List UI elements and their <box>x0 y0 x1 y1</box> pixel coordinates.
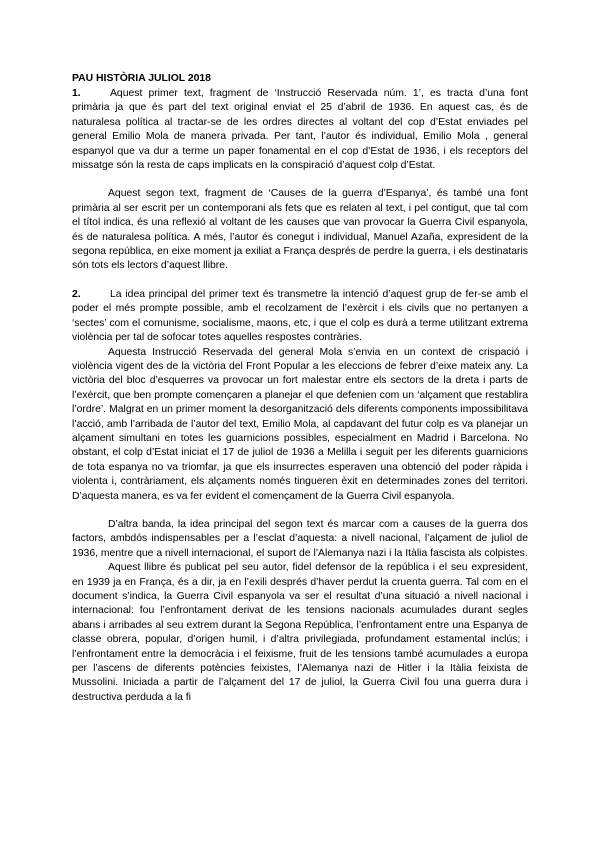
section-2-paragraph-1 <box>72 288 528 346</box>
section-2-paragraph-2: Aquesta Instrucció Reservada del general Mola s’envia en un context de crispació i violència vigent des de la victòria del Front Popular a les eleccions de febrer d’eixe mateix any. La victòria del bloc d’esquerres va provocar un fort malestar entre els sectors de la dreta i parts de l’exèrcit, que ben prompte començaren a planejar el que defenien com un ‘alçament que restablira l’ordre’. Malgrat en un primer moment la desorganització dels diferents components impossibilitava l’acció, amb l’arribada de l’autor del text, Emilio Mola, al capdavant del futur colp es va planejar un alçament simultani en totes les guarnicions possibles, especialment en Madrid i Barcelona. No obstant, el colp d’Estat iniciat el 17 de juliol de 1936 a Melilla i seguit per les diferents guarnicions de tota espanya no va triomfar, ja que els insurrectes esperaven una obtenció del poder ràpida i violenta i, contràriament, els alçaments només tingueren èxit en determinades zones del territori. D’aquesta manera, es va fer evident el començament de la Guerra Civil espanyola. <box>72 346 528 502</box>
section-1-paragraph-2: Aquest segon text, fragment de ‘Causes de la guerra d’Espanya’, és també una font primària al ser escrit per un contemporani als fets que es relaten al text, i pel contigut, que tal com el títol indica, és una reflexió al voltant de les causes que van provocar la Guerra Civil espanyola, és de naturalesa política. A més, l’autor és conegut i individual, Manuel Azaña, expresident de la segona república, en eixe moment ja exiliat a França després de perdre la guerra, i els destinataris són tots els lectors d’aquest llibre. <box>72 188 528 272</box>
section-2-number: 2. <box>72 288 81 300</box>
section-1-number: 1. <box>72 88 81 99</box>
section-1-paragraph-1-text: Aquest primer text, fragment de ‘Instrucció Reservada núm. 1’, es tracta d’una font primària ja que és part del text original enviat el 25 d’abril de 1936. En aquest cas, és de naturalesa política al tractar-se de les ordres directes al voltant del cop d’Estat enviades pel general Emilio Mola de manera privada. Per tant, l’autor és individual, Emilio Mola , general espanyol que va dur a terme un paper fonamental en el cop d’Estat de 1936, i els receptors del missatge són la resta de caps implicats en la conspiració d’aquest colp d’Estat. <box>72 88 528 172</box>
section-2-paragraph-4: Aquest llibre és publicat pel seu autor, fidel defensor de la república i el seu expresident, en 1939 ja en França, és a dir, ja en l’exili després d’haver perdut la cruenta guerra. Tal com en el document s’indica, la Guerra Civil espanyola va ser el resultat d’una situació a nivell nacional i internacional: fou l’enfrontament derivat de les tensions nacionals acumulades durant segles abans i arribades al seu extrem durant la Segona República, l’enfrontament entre una Espanya de classe obrera, popular, d’origen humil, i d’altra privilegiada, profundament estamental inclús; i l’enfrontament entre la democràcia i el feixisme, fruit de les tensions també acumulades a europa per l’ascens de diferents potències feixistes, l’Alemanya nazi de Hitler i la Itàlia feixista de Mussolini. Iniciada a partir de l’alçament del 17 de juliol, la Guerra Civil fou una guerra dura i destructiva perduda a la fi <box>72 562 528 703</box>
section-2-paragraph-3: D’altra banda, la idea principal del segon text és marcar com a causes de la guerra dos factors, ambdós indispensables per a l’esclat d’aquesta: a nivell nacional, l’alçament de juliol de 1936, mentre que a nivell internacional, el suport de l’Alemanya nazi i la Itàlia fascista als colpistes. <box>72 518 528 559</box>
document-body <box>72 72 528 705</box>
section-2-paragraph-1-text: La idea principal del primer text és transmetre la intenció d’aquest grup de fer-se amb el poder el més prompte possible, amb el recolzament de l’exèrcit i els civils que no pertanyen a ‘sectes’ com el comunisme, socialisme, maons, etc, i que el colp es durà a terme utilitzant extrema violència per tal de sofocar totes aquelles respostes contràries. <box>72 288 528 344</box>
section-1-paragraph-1 <box>72 87 528 173</box>
document-title: PAU HISTÒRIA JULIOL 2018 <box>72 73 211 84</box>
